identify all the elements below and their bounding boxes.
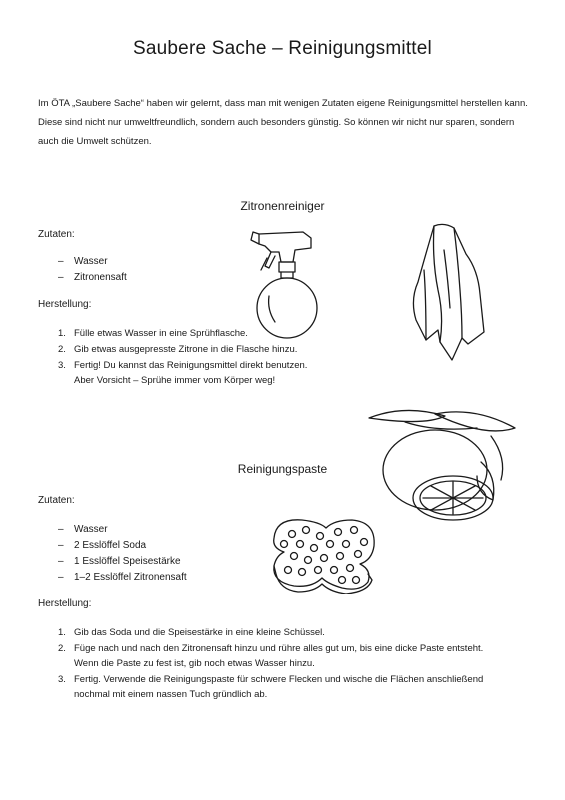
lemon-ingredients-list bbox=[58, 254, 127, 286]
step-text: Gib das Soda und die Speisestärke in eine kleine Schüssel. bbox=[74, 627, 325, 638]
step-text: Fülle etwas Wasser in eine Sprühflasche. bbox=[74, 328, 248, 339]
list-item bbox=[58, 358, 307, 388]
step-text: nochmal mit einem nassen Tuch gründlich ab. bbox=[74, 689, 268, 700]
list-item: – 1 Esslöffel Speisestärke bbox=[58, 554, 187, 570]
lemon-steps-label: Herstellung: bbox=[38, 299, 92, 310]
step-number: 2. bbox=[58, 643, 66, 654]
step-text: Aber Vorsicht – Sprühe immer vom Körper weg! bbox=[74, 375, 276, 386]
lemon-ingredients-label: Zutaten: bbox=[38, 229, 75, 240]
step-number: 1. bbox=[58, 627, 66, 638]
step-text: Fertig! Du kannst das Reinigungsmittel direkt benutzen. bbox=[74, 360, 308, 371]
intro-paragraph: Im ÖTA „Saubere Sache“ haben wir gelernt, dass man mit wenigen Zutaten eigene Reinigungsmittel herstellen kann. Diese sind nicht nur umweltfreundlich, sondern auch besonders günstig. So können wir nicht nur sparen, sondern auch die Umwelt schützen. bbox=[38, 98, 528, 147]
spray-bottle-icon bbox=[245, 222, 335, 342]
list-item: – Wasser bbox=[58, 522, 187, 538]
sponge-icon bbox=[268, 512, 380, 594]
step-text: Gib etwas ausgepresste Zitrone in die Flasche hinzu. bbox=[74, 344, 298, 355]
list-item: – 2 Esslöffel Soda bbox=[58, 538, 187, 554]
paste-steps-list bbox=[58, 625, 483, 703]
list-item bbox=[58, 672, 483, 702]
step-text: Wenn die Paste zu fest ist, gib noch etwas Wasser hinzu. bbox=[74, 658, 315, 669]
page-title: Saubere Sache – Reinigungsmittel bbox=[133, 38, 432, 59]
cloth-icon bbox=[404, 220, 494, 365]
paste-ingredients-list bbox=[58, 522, 187, 586]
list-item: – 1–2 Esslöffel Zitronensaft bbox=[58, 570, 187, 586]
lemon-cleaner-heading: Zitronenreiniger bbox=[240, 199, 325, 213]
paste-heading: Reinigungspaste bbox=[237, 462, 328, 476]
paste-ingredients-label: Zutaten: bbox=[38, 495, 75, 506]
list-item: – Wasser bbox=[58, 254, 127, 270]
list-item bbox=[58, 641, 483, 671]
list-item: – Zitronensaft bbox=[58, 270, 127, 286]
step-number: 3. bbox=[58, 674, 66, 685]
step-text: Fertig. Verwende die Reinigungspaste für schwere Flecken und wische die Flächen anschließend bbox=[74, 674, 484, 685]
list-item bbox=[58, 342, 307, 357]
step-text: Füge nach und nach den Zitronensaft hinzu und rühre alles gut um, bis eine dicke Paste entsteht. bbox=[74, 643, 484, 654]
paste-steps-label: Herstellung: bbox=[38, 598, 92, 609]
step-number: 3. bbox=[58, 360, 66, 371]
step-number: 1. bbox=[58, 328, 66, 339]
step-number: 2. bbox=[58, 344, 66, 355]
list-item bbox=[58, 625, 483, 640]
